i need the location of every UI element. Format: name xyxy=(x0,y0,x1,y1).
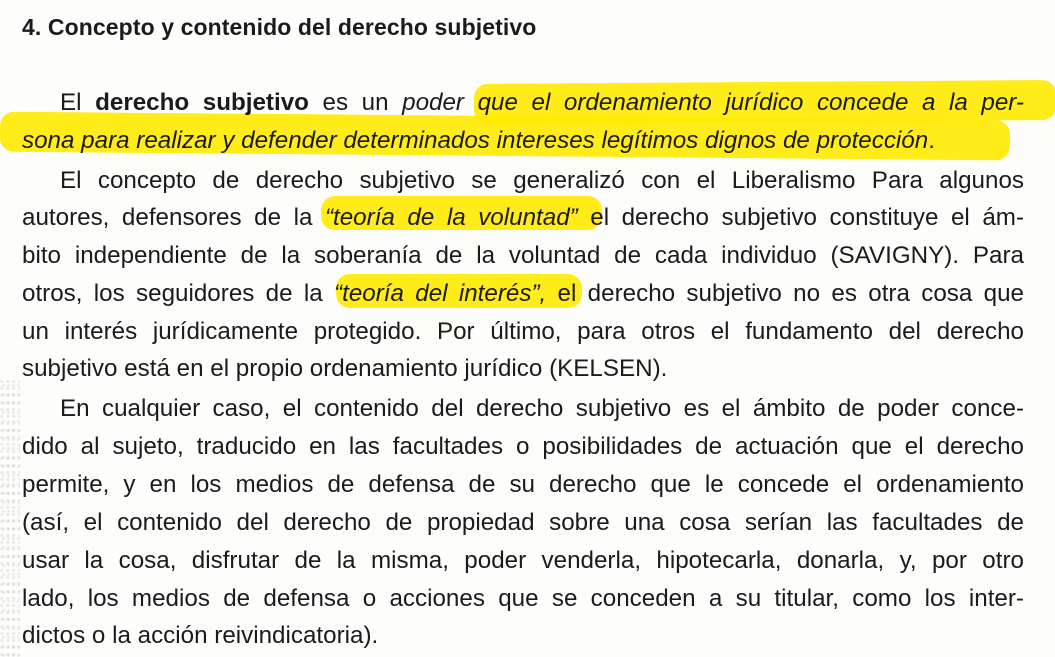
paragraph-3-line: permite, y en los medios de defensa de su derecho que le concede el ordenamiento xyxy=(22,471,1024,498)
paragraph-3-line: dido al sujeto, traducido en las facultades o posibilidades de actuación que el derecho xyxy=(22,433,1024,460)
paragraph-3-line: dictos o la acción reivindicatoria). xyxy=(22,622,379,649)
highlighted-text: “teoría de la voluntad” xyxy=(324,204,578,231)
highlighted-text: “teoría del interés”, xyxy=(334,280,558,307)
highlighted-text: sona para realizar y defender determinados intereses legítimos dignos de protección xyxy=(22,127,929,154)
paragraph-3-line: En cualquier caso, el contenido del derecho subjetivo es el ámbito de poder conce- xyxy=(60,395,1024,422)
section-heading: 4. Concepto y contenido del derecho subjetivo xyxy=(22,14,537,40)
paragraph-2-line: un interés jurídicamente protegido. Por último, para otros el fundamento del derecho xyxy=(22,318,1024,345)
paragraph-2-line: otros, los seguidores de la “teoría del interés”, el derecho subjetivo no es otra cosa que xyxy=(22,280,1025,307)
highlighted-text: que el ordenamiento jurídico concede a la per- xyxy=(477,89,1024,116)
paragraph-3-line: (así, el contenido del derecho de propiedad sobre una cosa serían las facultades de xyxy=(22,509,1024,536)
scan-edge-noise xyxy=(0,380,20,657)
paragraph-3-line: usar la cosa, disfrutar de la misma, poder venderla, hipotecarla, donarla, y, por otro xyxy=(22,547,1024,574)
bold-term: derecho subjetivo xyxy=(95,89,309,116)
paragraph-2-line: El concepto de derecho subjetivo se generalizó con el Liberalismo Para algunos xyxy=(60,167,1024,194)
paragraph-3-line: lado, los medios de defensa o acciones que se conceden a su titular, como los inter- xyxy=(22,585,1024,612)
paragraph-2-line: bito independiente de la soberanía de la voluntad de cada individuo (SAVIGNY). Para xyxy=(22,242,1024,269)
paragraph-2-line: autores, defensores de la “teoría de la voluntad” el derecho subjetivo constituye el ám- xyxy=(22,204,1024,231)
paragraph-2-line: subjetivo está en el propio ordenamiento jurídico (KELSEN). xyxy=(22,355,668,382)
paragraph-1-line: El derecho subjetivo es un poder que el ordenamiento jurídico concede a la per- xyxy=(60,89,1024,116)
paragraph-1-line: sona para realizar y defender determinados intereses legítimos dignos de protección. xyxy=(22,127,935,154)
